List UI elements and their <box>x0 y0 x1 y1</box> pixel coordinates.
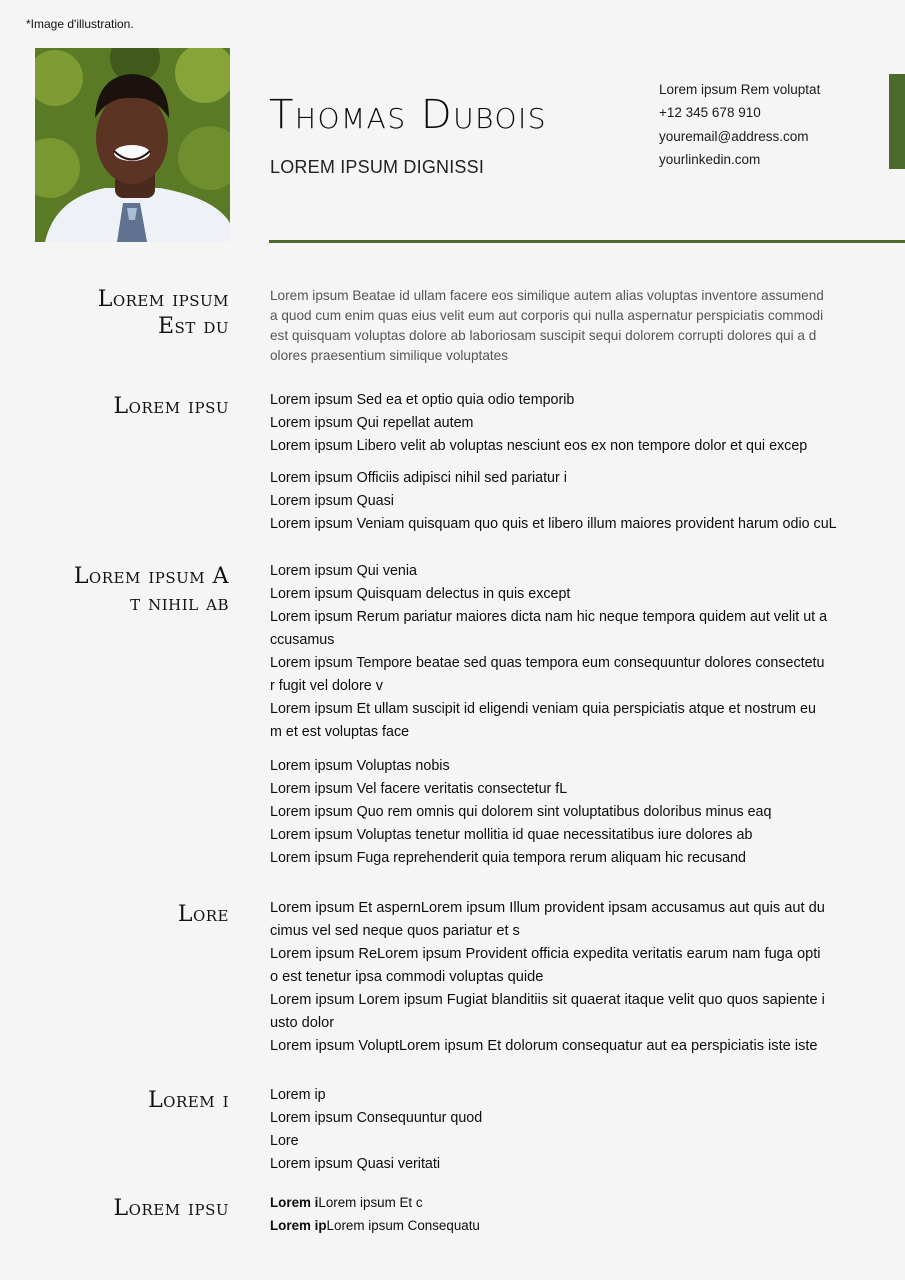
list-item: o est tenetur ipsa commodi voluptas quide <box>270 969 544 985</box>
list-item: Lorem ipsum Qui venia <box>270 563 418 579</box>
section-5-list <box>270 1084 482 1176</box>
contact-linkedin[interactable]: yourlinkedin.com <box>659 151 761 167</box>
section-title-line: Lorem ipsu <box>113 1196 229 1221</box>
list-item: Lorem ipsum ReLorem ipsum Provident officia expedita veritatis earum nam fuga opti <box>270 946 821 962</box>
list-item: Lorem ipsum Quisquam delectus in quis except <box>270 586 571 602</box>
section-3-list <box>270 560 827 870</box>
item-value: Lorem ipsum Et c <box>318 1195 423 1210</box>
list-item: Lorem ipsum Sed ea et optio quia odio temporib <box>270 392 575 408</box>
list-item: Lorem ipsum Quasi veritati <box>270 1156 441 1172</box>
portrait-image <box>35 48 230 242</box>
item-value: Lorem ipsum Consequatu <box>326 1218 480 1233</box>
section-title-5 <box>148 1087 229 1114</box>
list-item: m et est voluptas face <box>270 724 410 740</box>
list-item: Lorem ipsum Tempore beatae sed quas tempora eum consequuntur dolores consectetu <box>270 655 825 671</box>
last-name: Dubois <box>420 92 548 138</box>
item-label: Lorem ip <box>270 1218 327 1233</box>
section-title-line: Est du <box>157 314 229 339</box>
list-item: Lorem ipsum Et aspernLorem ipsum Illum provident ipsam accusamus aut quis aut du <box>270 900 825 916</box>
list-item: Lorem ipsum Veniam quisquam quo quis et libero illum maiores provident harum odio cuL <box>270 516 837 532</box>
section-title-2 <box>114 393 229 420</box>
list-item: Lorem ipsum Qui repellat autem <box>270 415 474 431</box>
list-item: Lorem ipsum Voluptas nobis <box>270 758 450 774</box>
section-title-6 <box>114 1195 229 1222</box>
list-item: Lorem ipsum Libero velit ab voluptas nesciunt eos ex non tempore dolor et qui excep <box>270 438 808 454</box>
summary-line: olores praesentium similique voluptates <box>270 348 509 363</box>
list-item: Lorem ipsum Consequuntur quod <box>270 1110 483 1126</box>
summary-paragraph <box>270 286 850 366</box>
summary-line: Lorem ipsum Beatae id ullam facere eos similique autem alias voluptas inventore assumend <box>270 288 824 303</box>
list-item: Lorem ipsum Et ullam suscipit id eligendi veniam quia perspiciatis atque et nostrum eu <box>270 701 816 717</box>
list-item: cimus vel sed neque quos pariatur et s <box>270 923 520 939</box>
list-item <box>270 1214 480 1237</box>
list-item: Lorem ip <box>270 1087 326 1103</box>
list-item: Lorem ipsum Officiis adipisci nihil sed pariatur i <box>270 470 567 486</box>
contact-block <box>659 78 820 171</box>
section-2-list <box>270 389 837 536</box>
section-title-line: t nihil ab <box>130 591 229 616</box>
illustration-note: *Image d'illustration. <box>26 17 134 31</box>
list-item: Lorem ipsum Lorem ipsum Fugiat blanditiis sit quaerat itaque velit quo quos sapiente i <box>270 992 825 1008</box>
list-item: Lorem ipsum Quo rem omnis qui dolorem sint voluptatibus doloribus minus eaq <box>270 804 772 820</box>
section-title-summary <box>98 286 229 340</box>
list-item: Lorem ipsum Quasi <box>270 493 394 509</box>
section-title-3 <box>74 563 229 617</box>
list-item: Lore <box>270 1133 299 1149</box>
section-4-list <box>270 897 825 1058</box>
section-title-4 <box>178 901 229 928</box>
list-item: Lorem ipsum VoluptLorem ipsum Et dolorum consequatur aut ea perspiciatis iste iste <box>270 1038 818 1054</box>
summary-line: a quod cum enim quas eius velit eum aut corporis qui nulla aspernatur perspiciatis commodi <box>270 308 824 323</box>
list-item: Lorem ipsum Vel facere veritatis consectetur fL <box>270 781 568 797</box>
section-title-line: Lorem ipsum <box>97 287 229 312</box>
list-item: Lorem ipsum Rerum pariatur maiores dicta nam hic neque tempora quidem aut velit ut a <box>270 609 828 625</box>
contact-phone: +12 345 678 910 <box>659 105 761 121</box>
list-item: Lorem ipsum Voluptas tenetur mollitia id quae necessitatibus iure dolores ab <box>270 827 753 843</box>
section-title-line: Lorem ipsu <box>113 394 229 419</box>
section-6-list <box>270 1191 480 1237</box>
contact-email[interactable]: youremail@address.com <box>659 128 809 144</box>
section-title-line: Lorem ipsum A <box>73 564 229 589</box>
first-name: Thomas <box>269 92 407 138</box>
accent-bar <box>889 74 905 169</box>
list-item: usto dolor <box>270 1015 335 1031</box>
list-item: r fugit vel dolore v <box>270 678 383 694</box>
contact-address: Lorem ipsum Rem voluptat <box>659 82 821 97</box>
list-item <box>270 1191 480 1214</box>
section-title-line: Lore <box>177 902 229 927</box>
profile-photo <box>35 48 230 242</box>
job-title: LOREM IPSUM DIGNISSI <box>270 157 485 177</box>
item-label: Lorem i <box>270 1195 319 1210</box>
list-item: Lorem ipsum Fuga reprehenderit quia tempora rerum aliquam hic recusand <box>270 850 747 866</box>
list-item: ccusamus <box>270 632 335 648</box>
summary-line: est quisquam voluptas dolore ab laboriosam suscipit sequi dolorem corrupti dolores qui a d <box>270 328 817 343</box>
header-divider <box>269 240 905 243</box>
candidate-name <box>269 92 547 138</box>
section-title-line: Lorem i <box>148 1088 229 1113</box>
